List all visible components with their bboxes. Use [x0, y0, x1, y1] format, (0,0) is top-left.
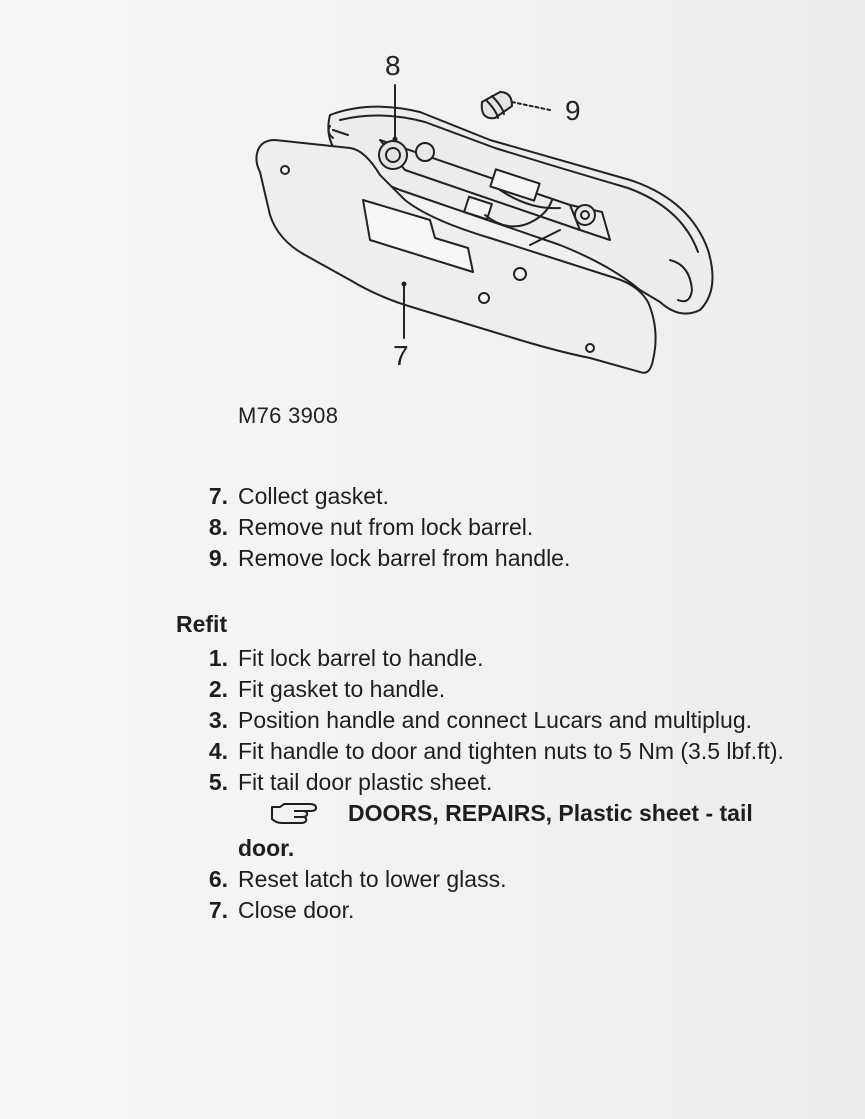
step-text: Remove nut from lock barrel. [238, 514, 534, 540]
step-text: Position handle and connect Lucars and multiplug. [238, 707, 753, 733]
step-text: Fit lock barrel to handle. [238, 645, 484, 671]
step-text: Fit gasket to handle. [238, 676, 446, 702]
step-text: Fit handle to door and tighten nuts to 5 Nm (3.5 lbf.ft). [238, 738, 784, 764]
list-item [198, 643, 798, 674]
cross-reference [198, 798, 798, 864]
cross-reference-text: DOORS, REPAIRS, Plastic sheet - tail door. [238, 800, 753, 861]
callout-9: 9 [565, 95, 581, 126]
list-item [198, 736, 798, 767]
step-number: 9. [208, 545, 228, 571]
callout-7: 7 [393, 340, 409, 371]
section-heading-refit: Refit [176, 611, 228, 637]
pointing-hand-icon [270, 801, 330, 833]
exploded-view-diagram [230, 40, 750, 380]
removal-steps-list [198, 481, 798, 574]
refit-steps-list [198, 643, 798, 926]
step-text: Remove lock barrel from handle. [238, 545, 571, 571]
list-item [198, 481, 798, 512]
step-text: Collect gasket. [238, 483, 389, 509]
figure-reference-code: M76 3908 [238, 403, 339, 428]
list-item [198, 895, 798, 926]
list-item [198, 674, 798, 705]
step-text: Reset latch to lower glass. [238, 866, 507, 892]
list-item [198, 864, 798, 895]
list-item [198, 767, 798, 798]
step-number: 3. [208, 707, 228, 733]
step-number: 2. [208, 676, 228, 702]
step-number: 4. [208, 738, 228, 764]
step-number: 5. [208, 769, 228, 795]
step-number: 7. [208, 897, 228, 923]
step-number: 7. [208, 483, 228, 509]
step-number: 8. [208, 514, 228, 540]
list-item [198, 512, 798, 543]
list-item [198, 543, 798, 574]
callout-8: 8 [385, 50, 401, 81]
step-number: 6. [208, 866, 228, 892]
step-number: 1. [208, 645, 228, 671]
step-text: Fit tail door plastic sheet. [238, 769, 493, 795]
list-item [198, 705, 798, 736]
step-text: Close door. [238, 897, 355, 923]
